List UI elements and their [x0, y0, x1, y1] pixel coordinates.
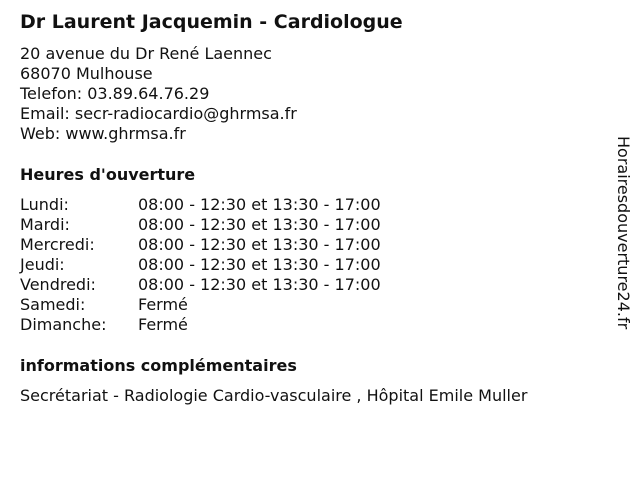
hours-time: 08:00 - 12:30 et 13:30 - 17:00 [138, 255, 381, 274]
hours-day: Samedi: [20, 295, 86, 314]
opening-hours-table [20, 195, 600, 335]
hours-time: Fermé [138, 315, 188, 334]
hours-day: Jeudi: [20, 255, 65, 274]
hours-row-tuesday [20, 215, 600, 235]
hours-time: 08:00 - 12:30 et 13:30 - 17:00 [138, 275, 381, 294]
hours-row-sunday [20, 315, 600, 335]
phone-number[interactable]: Telefon: 03.89.64.76.29 [20, 84, 210, 103]
hours-row-wednesday [20, 235, 600, 255]
hours-day: Mardi: [20, 215, 70, 234]
hours-time: 08:00 - 12:30 et 13:30 - 17:00 [138, 195, 381, 214]
street-address: 20 avenue du Dr René Laennec [20, 44, 272, 63]
hours-row-thursday [20, 255, 600, 275]
hours-row-saturday [20, 295, 600, 315]
hours-time: 08:00 - 12:30 et 13:30 - 17:00 [138, 235, 381, 254]
city-postcode: 68070 Mulhouse [20, 64, 153, 83]
hours-day: Lundi: [20, 195, 69, 214]
hours-day: Mercredi: [20, 235, 95, 254]
additional-info-text: Secrétariat - Radiologie Cardio-vasculaire , Hôpital Emile Muller [20, 386, 528, 405]
address-block [20, 44, 600, 144]
hours-day: Dimanche: [20, 315, 107, 334]
hours-day: Vendredi: [20, 275, 96, 294]
site-watermark: Horairesdouverture24.fr [614, 136, 633, 330]
hours-time: Fermé [138, 295, 188, 314]
hours-row-monday [20, 195, 600, 215]
email-address[interactable]: Email: secr-radiocardio@ghrmsa.fr [20, 104, 297, 123]
opening-hours-heading: Heures d'ouverture [20, 165, 196, 184]
listing-card [20, 10, 600, 406]
additional-info-heading: informations complémentaires [20, 356, 297, 375]
website-link[interactable]: Web: www.ghrmsa.fr [20, 124, 186, 143]
hours-time: 08:00 - 12:30 et 13:30 - 17:00 [138, 215, 381, 234]
page-title: Dr Laurent Jacquemin - Cardiologue [20, 11, 403, 33]
hours-row-friday [20, 275, 600, 295]
